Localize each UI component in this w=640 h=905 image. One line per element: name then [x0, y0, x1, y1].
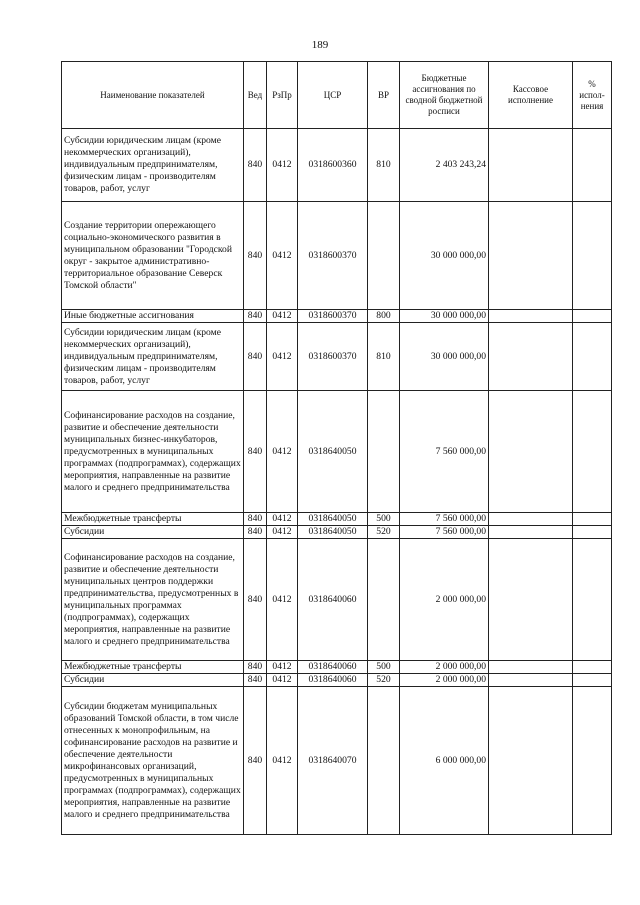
- row-pct: [573, 661, 612, 674]
- row-ved: 840: [244, 323, 267, 391]
- row-csr: 0318600370: [298, 310, 368, 323]
- row-csr: 0318600360: [298, 129, 368, 202]
- row-budget: 30 000 000,00: [400, 310, 489, 323]
- table-row: [62, 310, 612, 323]
- row-name: Создание территории опережающего социально-экономического развития в муниципальном образовании "Городской округ - закрытое административно-территориальное образование Северск Томской области": [62, 202, 244, 310]
- row-rzpr: 0412: [267, 202, 298, 310]
- row-budget: 7 560 000,00: [400, 526, 489, 539]
- row-vr: 520: [368, 674, 400, 687]
- row-vr: 800: [368, 310, 400, 323]
- row-csr: 0318640070: [298, 687, 368, 835]
- row-rzpr: 0412: [267, 310, 298, 323]
- table-row: [62, 674, 612, 687]
- row-budget: 6 000 000,00: [400, 687, 489, 835]
- table-row: [62, 687, 612, 835]
- header-name: Наименование показателей: [62, 62, 244, 129]
- row-kassa: [489, 661, 573, 674]
- row-pct: [573, 391, 612, 513]
- row-ved: 840: [244, 687, 267, 835]
- row-kassa: [489, 129, 573, 202]
- table-row: [62, 513, 612, 526]
- row-csr: 0318640050: [298, 391, 368, 513]
- row-name: Межбюджетные трансферты: [62, 513, 244, 526]
- row-name: Субсидии: [62, 674, 244, 687]
- row-kassa: [489, 391, 573, 513]
- row-ved: 840: [244, 391, 267, 513]
- row-rzpr: 0412: [267, 513, 298, 526]
- table-row: [62, 129, 612, 202]
- row-ved: 840: [244, 513, 267, 526]
- row-csr: 0318640060: [298, 661, 368, 674]
- row-rzpr: 0412: [267, 539, 298, 661]
- row-ved: 840: [244, 661, 267, 674]
- row-rzpr: 0412: [267, 687, 298, 835]
- row-name: Софинансирование расходов на создание, развитие и обеспечение деятельности муниципальных бизнес-инкубаторов, предусмотренных в муниципальных программах (подпрограммах), содержащих мероприятия, направленные на развитие малого и среднего предпринимательства: [62, 391, 244, 513]
- table-row: [62, 661, 612, 674]
- row-rzpr: 0412: [267, 323, 298, 391]
- row-pct: [573, 526, 612, 539]
- row-kassa: [489, 526, 573, 539]
- row-pct: [573, 202, 612, 310]
- table-row: [62, 539, 612, 661]
- row-ved: 840: [244, 202, 267, 310]
- header-vr: ВР: [368, 62, 400, 129]
- row-name: Софинансирование расходов на создание, развитие и обеспечение деятельности муниципальных центров поддержки предпринимательства, предусмотренных в муниципальных программах (подпрограммах), содержащих мероприятия, направленные на развитие малого и среднего предпринимательства: [62, 539, 244, 661]
- row-budget: 2 000 000,00: [400, 674, 489, 687]
- row-rzpr: 0412: [267, 391, 298, 513]
- row-pct: [573, 310, 612, 323]
- row-budget: 7 560 000,00: [400, 391, 489, 513]
- row-csr: 0318600370: [298, 323, 368, 391]
- row-ved: 840: [244, 129, 267, 202]
- header-csr: ЦСР: [298, 62, 368, 129]
- table-row: [62, 202, 612, 310]
- row-csr: 0318640060: [298, 674, 368, 687]
- row-vr: 520: [368, 526, 400, 539]
- row-name: Субсидии бюджетам муниципальных образований Томской области, в том числе отнесенных к монопрофильным, на софинансирование расходов на развитие и обеспечение деятельности микрофинансовых организаций, предусмотренных в муниципальных программах (подпрограммах), содержащих мероприятия, направленные на развитие малого и среднего предпринимательства: [62, 687, 244, 835]
- row-vr: 810: [368, 129, 400, 202]
- row-pct: [573, 513, 612, 526]
- row-budget: 30 000 000,00: [400, 202, 489, 310]
- row-name: Субсидии юридическим лицам (кроме некоммерческих организаций), индивидуальным предпринимателям, физическим лицам - производителям товаров, работ, услуг: [62, 323, 244, 391]
- row-name: Субсидии юридическим лицам (кроме некоммерческих организаций), индивидуальным предпринимателям, физическим лицам - производителям товаров, работ, услуг: [62, 129, 244, 202]
- row-ved: 840: [244, 674, 267, 687]
- row-csr: 0318640050: [298, 513, 368, 526]
- row-kassa: [489, 674, 573, 687]
- table-row: [62, 526, 612, 539]
- header-row: [62, 62, 612, 129]
- row-vr: [368, 202, 400, 310]
- row-ved: 840: [244, 539, 267, 661]
- row-pct: [573, 539, 612, 661]
- row-kassa: [489, 687, 573, 835]
- row-vr: [368, 687, 400, 835]
- row-name: Иные бюджетные ассигнования: [62, 310, 244, 323]
- row-ved: 840: [244, 526, 267, 539]
- row-ved: 840: [244, 310, 267, 323]
- row-name: Субсидии: [62, 526, 244, 539]
- row-rzpr: 0412: [267, 661, 298, 674]
- budget-table: [61, 61, 612, 835]
- row-rzpr: 0412: [267, 674, 298, 687]
- row-kassa: [489, 539, 573, 661]
- row-vr: 500: [368, 661, 400, 674]
- row-rzpr: 0412: [267, 526, 298, 539]
- row-kassa: [489, 513, 573, 526]
- header-rzpr: РзПр: [267, 62, 298, 129]
- row-kassa: [489, 310, 573, 323]
- row-budget: 2 000 000,00: [400, 539, 489, 661]
- row-vr: 500: [368, 513, 400, 526]
- row-vr: 810: [368, 323, 400, 391]
- table-row: [62, 323, 612, 391]
- row-kassa: [489, 323, 573, 391]
- header-kassa: Кассовое исполнение: [489, 62, 573, 129]
- row-pct: [573, 674, 612, 687]
- row-csr: 0318640050: [298, 526, 368, 539]
- row-pct: [573, 129, 612, 202]
- row-vr: [368, 539, 400, 661]
- row-budget: 2 403 243,24: [400, 129, 489, 202]
- row-pct: [573, 323, 612, 391]
- row-pct: [573, 687, 612, 835]
- row-budget: 2 000 000,00: [400, 661, 489, 674]
- row-name: Межбюджетные трансферты: [62, 661, 244, 674]
- row-csr: 0318640060: [298, 539, 368, 661]
- header-ved: Вед: [244, 62, 267, 129]
- table-row: [62, 391, 612, 513]
- page-number: 189: [311, 39, 329, 51]
- row-kassa: [489, 202, 573, 310]
- header-budget: Бюджетные ассигнования по сводной бюджетной росписи: [400, 62, 489, 129]
- header-pct: % испол-нения: [573, 62, 612, 129]
- row-csr: 0318600370: [298, 202, 368, 310]
- row-vr: [368, 391, 400, 513]
- row-rzpr: 0412: [267, 129, 298, 202]
- row-budget: 7 560 000,00: [400, 513, 489, 526]
- row-budget: 30 000 000,00: [400, 323, 489, 391]
